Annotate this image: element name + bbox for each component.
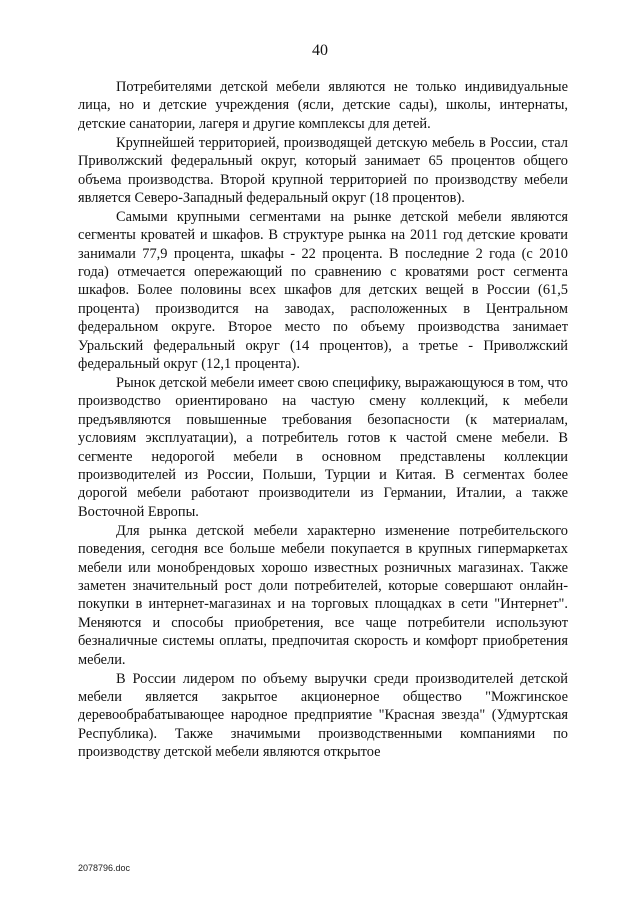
- document-body: [78, 78, 568, 762]
- paragraph: Крупнейшей территорией, производящей детскую мебель в России, стал Приволжский федеральный округ, который занимает 65 процентов общего объема производства. Второй крупной территорией по производству мебели является Северо-Западный федеральный округ (18 процентов).: [78, 134, 568, 206]
- paragraph: Рынок детской мебели имеет свою специфику, выражающуюся в том, что производство ориентировано на частую смену коллекций, к мебели предъявляются повышенные требования безопасности (к материалам, условиям эксплуатации), а потребитель готов к частой смене мебели. В сегменте недорогой мебели в основном представлены коллекции производителей из России, Польши, Турции и Китая. В сегментах более дорогой мебели работают производители из Германии, Италии, а также Восточной Европы.: [78, 375, 568, 520]
- page-number: 40: [312, 42, 328, 59]
- paragraph: Самыми крупными сегментами на рынке детской мебели являются сегменты кроватей и шкафов. В структуре рынка на 2011 год детские кровати занимали 77,9 процента, шкафы - 22 процента. В последние 2 года (с 2010 года) отмечается опережающий по сравнению с кроватями рост сегмента шкафов. Более половины всех шкафов для детских вещей в России (61,5 процента) производится на заводах, расположенных в Центральном федеральном округе. Второе место по объему производства занимает Уральский федеральный округ (14 процентов), а третье - Приволжский федеральный округ (12,1 процента).: [78, 208, 568, 373]
- paragraph: Потребителями детской мебели являются не только индивидуальные лица, но и детские учреждения (ясли, детские сады), школы, интернаты, детские санатории, лагеря и другие комплексы для детей.: [78, 79, 568, 132]
- footer-filename: 2078796.doc: [78, 863, 131, 873]
- paragraph: Для рынка детской мебели характерно изменение потребительского поведения, сегодня все больше мебели покупается в крупных гипермаркетах мебели или монобрендовых хорошо известных розничных магазинах. Также заметен значительный рост доли потребителей, которые совершают онлайн-покупки в интернет-магазинах и на торговых площадках в сети "Интернет". Меняются и способы приобретения, все чаще потребители используют безналичные системы оплаты, предпочитая скорость и комфорт приобретения мебели.: [78, 522, 568, 668]
- paragraph: В России лидером по объему выручки среди производителей детской мебели является закрытое акционерное общество "Можгинское деревообрабатывающее народное предприятие "Красная звезда" (Удмуртская Республика). Также значимыми производственными компаниями по производству детской мебели являются открытое: [78, 670, 568, 761]
